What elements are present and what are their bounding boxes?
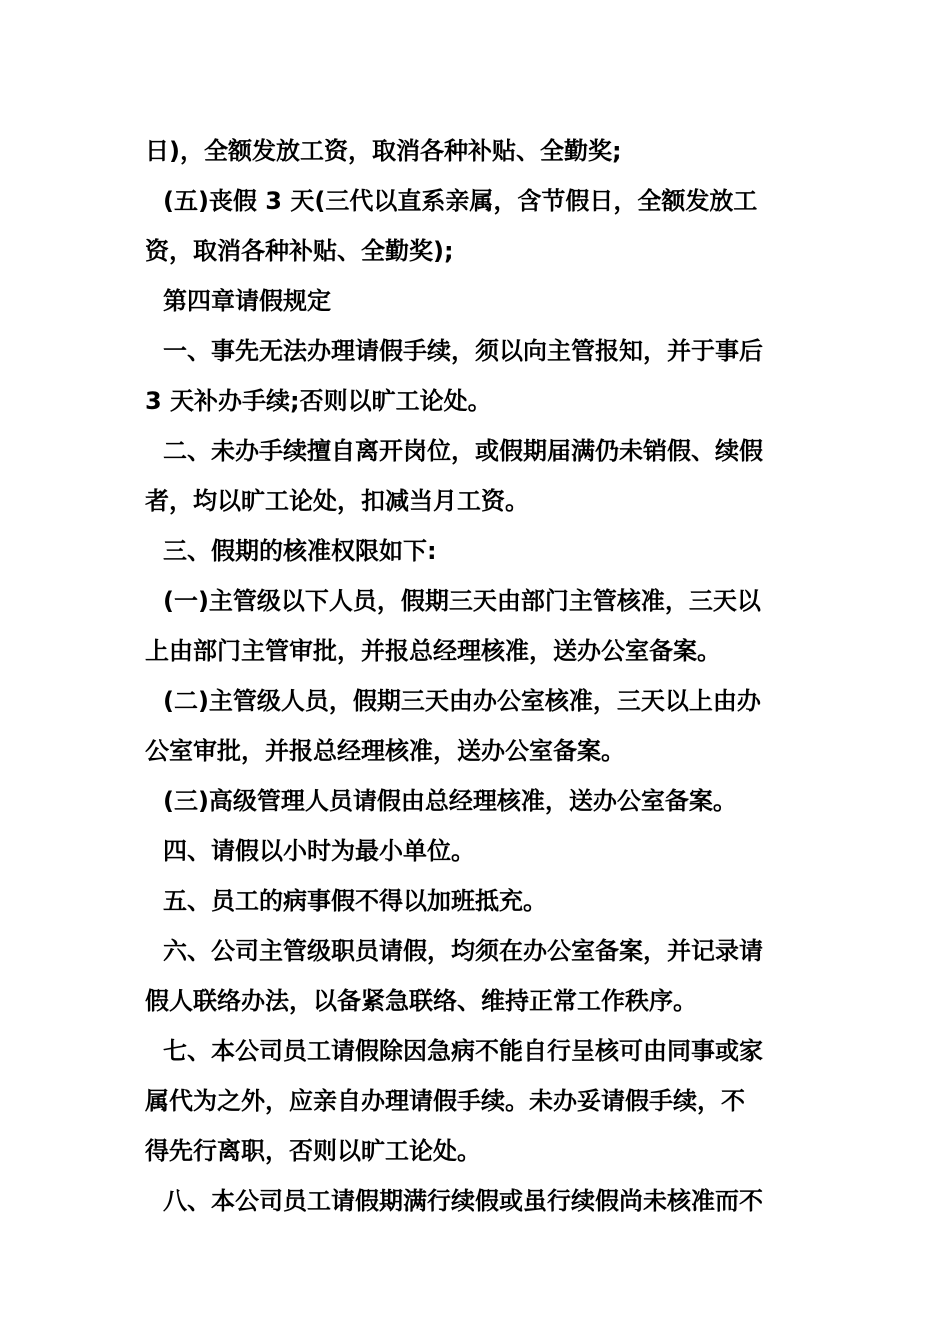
text-line: 3 天补办手续;否则以旷工论处。 [145, 387, 492, 415]
text-line: 资，取消各种补贴、全勤奖); [145, 237, 454, 265]
text-line: 一、事先无法办理请假手续，须以向主管报知，并于事后 [163, 337, 763, 365]
text-line: 得先行离职，否则以旷工论处。 [145, 1137, 481, 1165]
text-line: 者，均以旷工论处，扣减当月工资。 [145, 487, 529, 515]
text-line: 日)，全额发放工资，取消各种补贴、全勤奖; [145, 137, 622, 165]
document-body [145, 126, 809, 1226]
text-line: (一)主管级以下人员，假期三天由部门主管核准，三天以 [163, 587, 761, 615]
text-line: 属代为之外，应亲自办理请假手续。未办妥请假手续，不 [145, 1087, 745, 1115]
text-line: 三、假期的核准权限如下: [163, 537, 437, 565]
text-line: 六、公司主管级职员请假，均须在办公室备案，并记录请 [163, 937, 763, 965]
text-line: 八、本公司员工请假期满行续假或虽行续假尚未核准而不 [163, 1187, 763, 1215]
text-line: 五、员工的病事假不得以加班抵充。 [163, 887, 547, 915]
text-line: (五)丧假 3 天(三代以直系亲属，含节假日，全额发放工 [163, 187, 758, 215]
section-heading: 第四章请假规定 [163, 287, 331, 315]
text-line: 上由部门主管审批，并报总经理核准，送办公室备案。 [145, 637, 721, 665]
text-line: 二、未办手续擅自离开岗位，或假期届满仍未销假、续假 [163, 437, 763, 465]
text-line: (二)主管级人员，假期三天由办公室核准，三天以上由办 [163, 687, 761, 715]
text-line: 假人联络办法，以备紧急联络、维持正常工作秩序。 [145, 987, 697, 1015]
text-line: 四、请假以小时为最小单位。 [163, 837, 475, 865]
text-line: 公室审批，并报总经理核准，送办公室备案。 [145, 737, 625, 765]
text-line: (三)高级管理人员请假由总经理核准，送办公室备案。 [163, 787, 737, 815]
text-line: 七、本公司员工请假除因急病不能自行呈核可由同事或家 [163, 1037, 763, 1065]
